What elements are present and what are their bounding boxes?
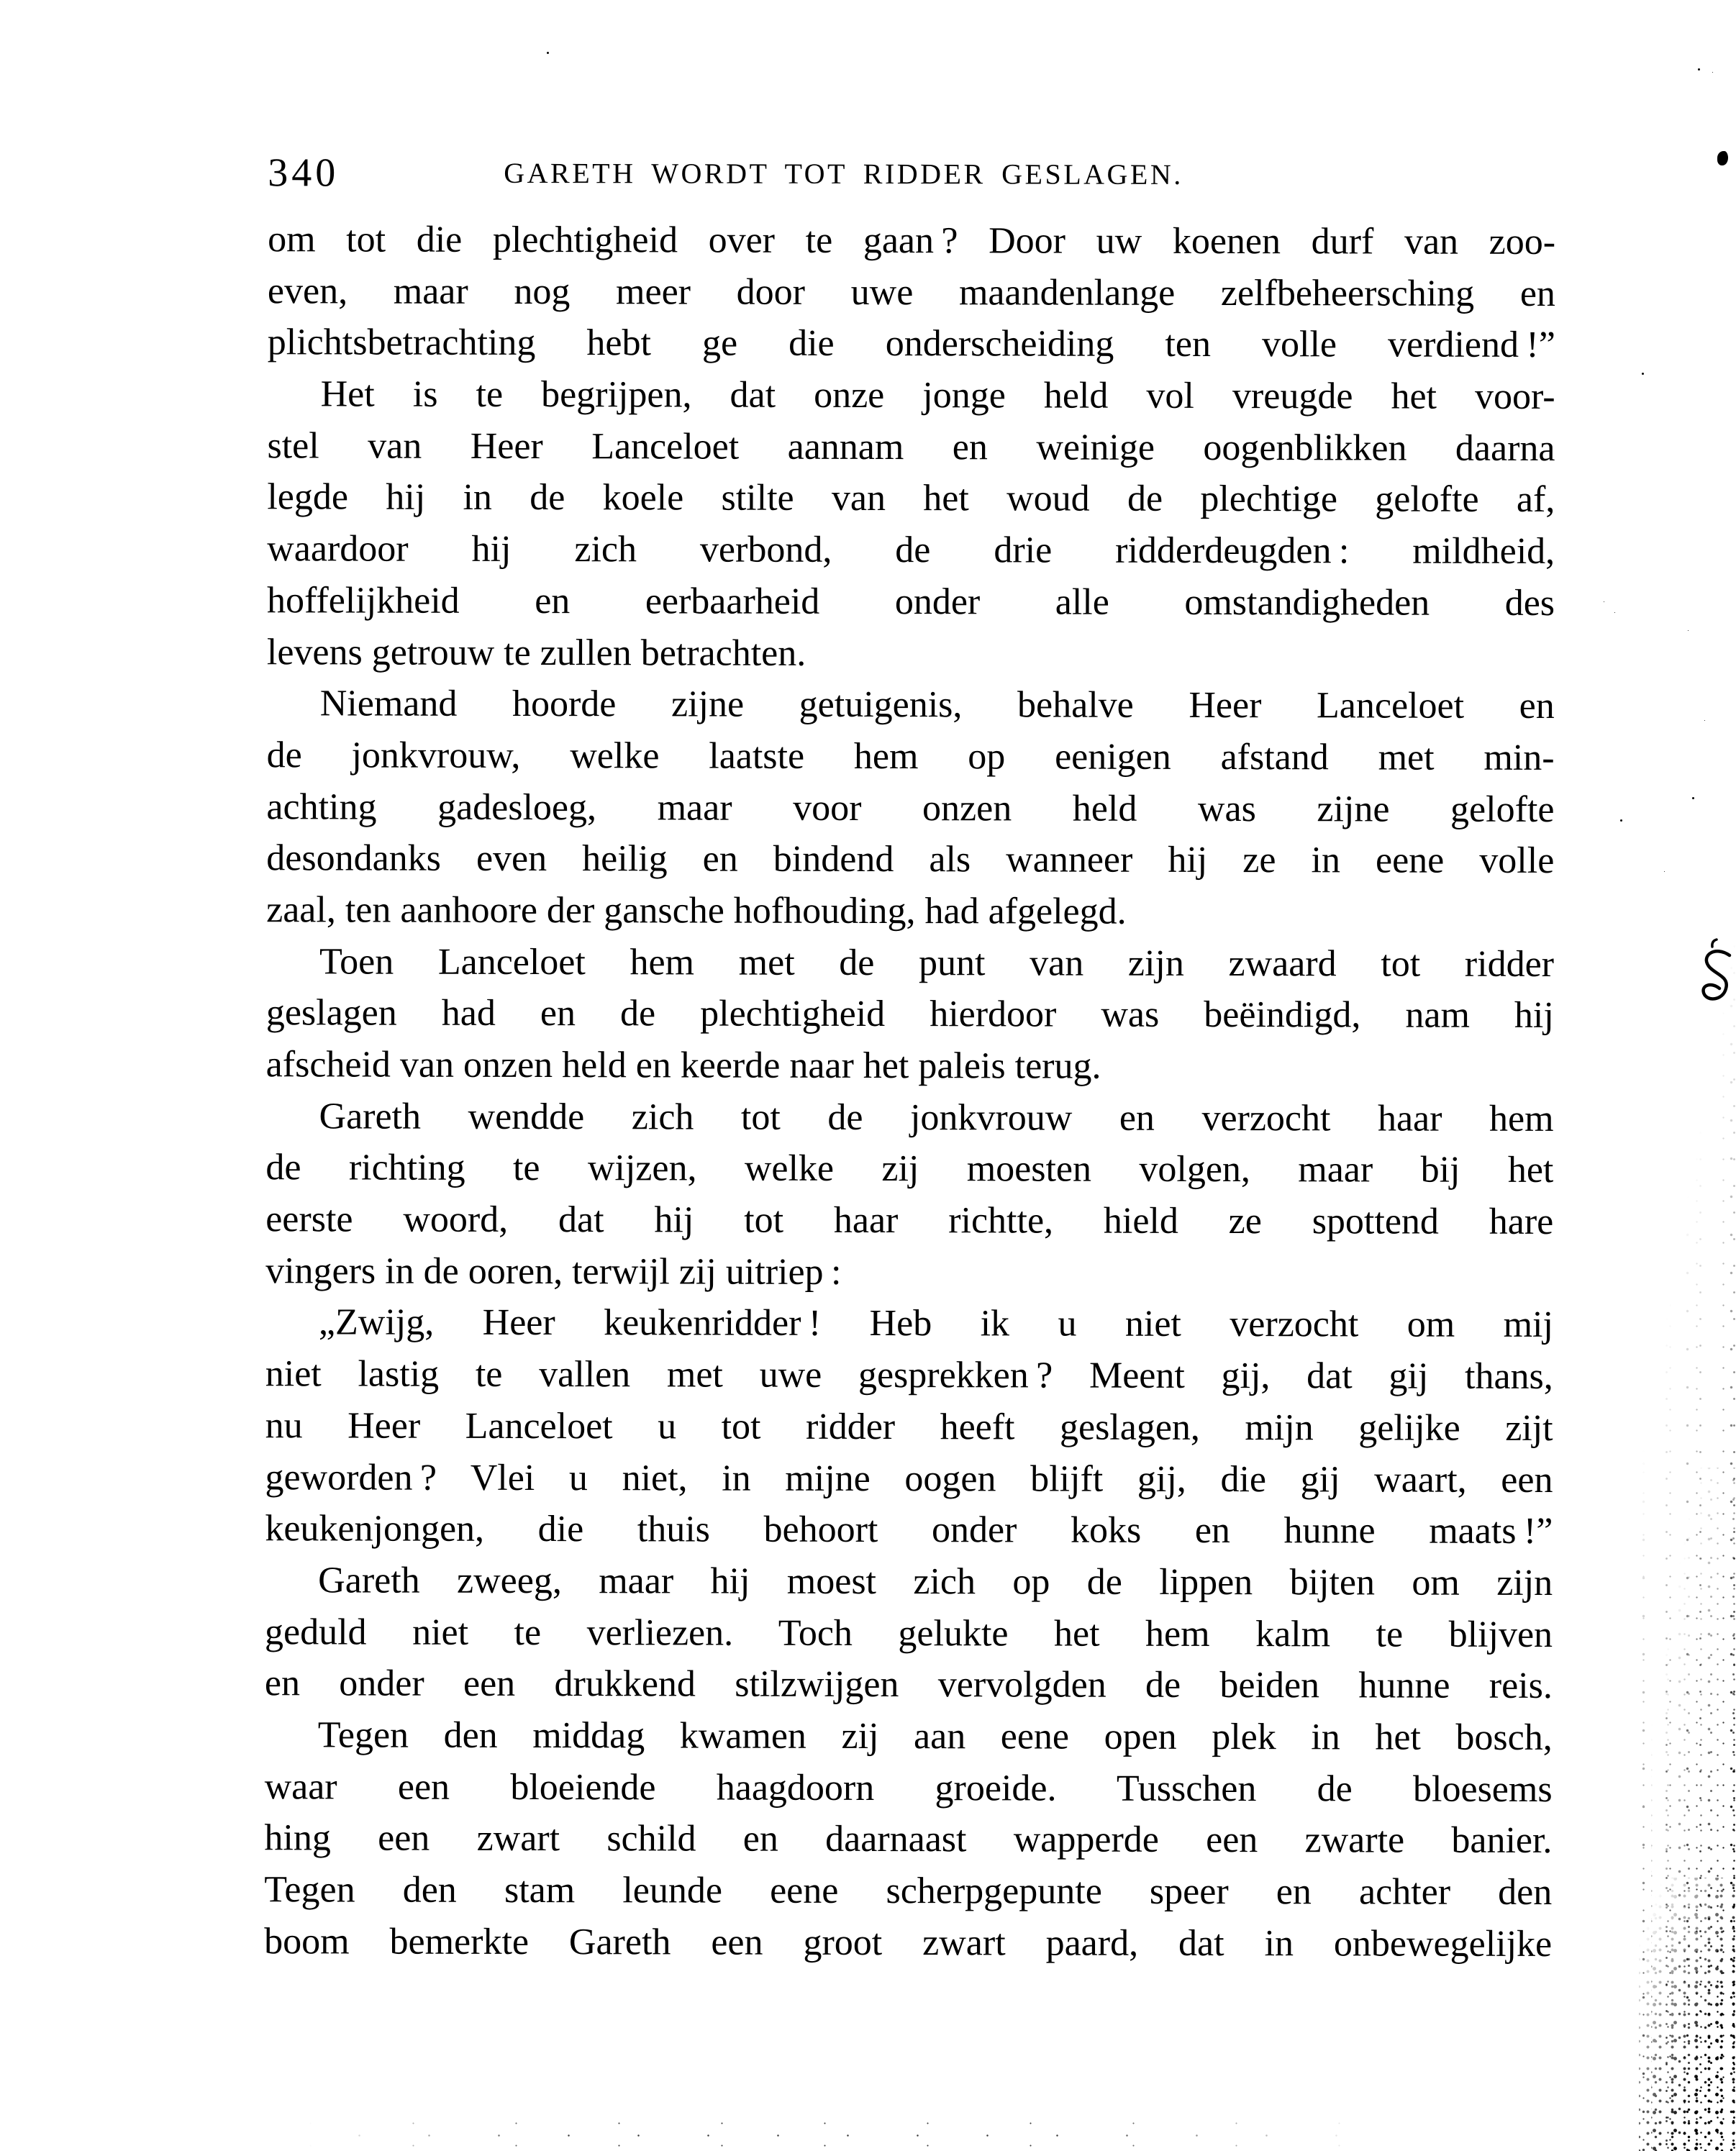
text-line: geslagen had en de plechtigheid hierdoor was beëindigd, nam hij (265, 992, 1554, 1037)
text-line: stel van Heer Lanceloet aannam en weinige oogenblikken daarna (267, 424, 1555, 469)
text-line: Niemand hoorde zijne getuigenis, behalve Heer Lanceloet en (319, 683, 1555, 727)
text-line: desondanks even heilig en bindend als wanneer hij ze in eene volle (266, 837, 1555, 882)
text-line: levens getrouw te zullen betrachten. (266, 631, 806, 674)
text-line: „Zwijg, Heer keukenridder ! Heb ik u niet verzocht om mij (318, 1301, 1554, 1346)
text-line: hoffelijkheid en eerbaarheid onder alle omstandigheden des (267, 580, 1555, 624)
page-body (264, 214, 1555, 1970)
text-line: eerste woord, dat hij tot haar richtte, hield ze spottend hare (265, 1199, 1554, 1243)
text-line: keukenjongen, die thuis behoort onder koks en hunne maats !” (265, 1508, 1553, 1552)
text-line: niet lastig te vallen met uwe gesprekken ? Meent gij, dat gij thans, (265, 1353, 1553, 1398)
text-line: even, maar nog meer door uwe maandenlange zelfbeheersching en (267, 270, 1556, 314)
text-line: Toen Lanceloet hem met de punt van zijn zwaard tot ridder (319, 941, 1555, 985)
text-line: zaal, ten aanhoore der gansche hofhouding, had afgelegd. (266, 889, 1127, 932)
page-number: 340 (268, 150, 340, 196)
text-line: Gareth wendde zich tot de jonkvrouw en verzocht haar hem (319, 1096, 1554, 1140)
text-line: plichtsbetrachting hebt ge die onderscheiding ten volle verdiend !” (267, 322, 1555, 366)
text-line: om tot die plechtigheid over te gaan ? Door uw koenen durf van zoo- (268, 219, 1556, 263)
text-line: de jonkvrouw, welke laatste hem op eenigen afstand met min- (266, 735, 1555, 778)
text-line: Tegen den middag kwamen zij aan eene open plek in het bosch, (317, 1714, 1553, 1758)
text-line: vingers in de ooren, terwijl zij uitriep : (265, 1250, 842, 1293)
text-line: waar een bloeiende haagdoorn groeide. Tusschen de bloesems (264, 1765, 1553, 1810)
text-line: boom bemerkte Gareth een groot zwart paard, dat in onbewegelijke (264, 1920, 1553, 1965)
text-line: Het is te begrijpen, dat onze jonge held vol vreugde het voor- (320, 373, 1555, 418)
text-line: geworden ? Vlei u niet, in mijne oogen blijft gij, die gij waart, een (265, 1456, 1553, 1501)
text-line: legde hij in de koele stilte van het woud de plechtige gelofte af, (267, 476, 1555, 521)
text-line: afscheid van onzen held en keerde naar het paleis terug. (265, 1044, 1101, 1087)
text-line: nu Heer Lanceloet u tot ridder heeft geslagen, mijn gelijke zijt (265, 1405, 1553, 1449)
text-line: geduld niet te verliezen. Toch gelukte het hem kalm te blijven (265, 1611, 1553, 1655)
text-line: Tegen den stam leunde eene scherpgepunte speer en achter den (264, 1869, 1553, 1913)
text-line: achting gadesloeg, maar voor onzen held was zijne gelofte (266, 786, 1555, 830)
page-header-row (268, 140, 1555, 200)
text-line: en onder een drukkend stilzwijgen vervolgden de beiden hunne reis. (264, 1663, 1553, 1707)
text-line: Gareth zweeg, maar hij moest zich op de lippen bijten om zijn (318, 1560, 1553, 1604)
text-line: hing een zwart schild en daarnaast wapperde een zwarte banier. (264, 1817, 1553, 1862)
text-line: waardoor hij zich verbond, de drie ridderdeugden : mildheid, (267, 528, 1555, 573)
running-header: GARETH WORDT TOT RIDDER GESLAGEN. (504, 156, 1183, 191)
text-line: de richting te wijzen, welke zij moesten volgen, maar bij het (265, 1147, 1554, 1191)
